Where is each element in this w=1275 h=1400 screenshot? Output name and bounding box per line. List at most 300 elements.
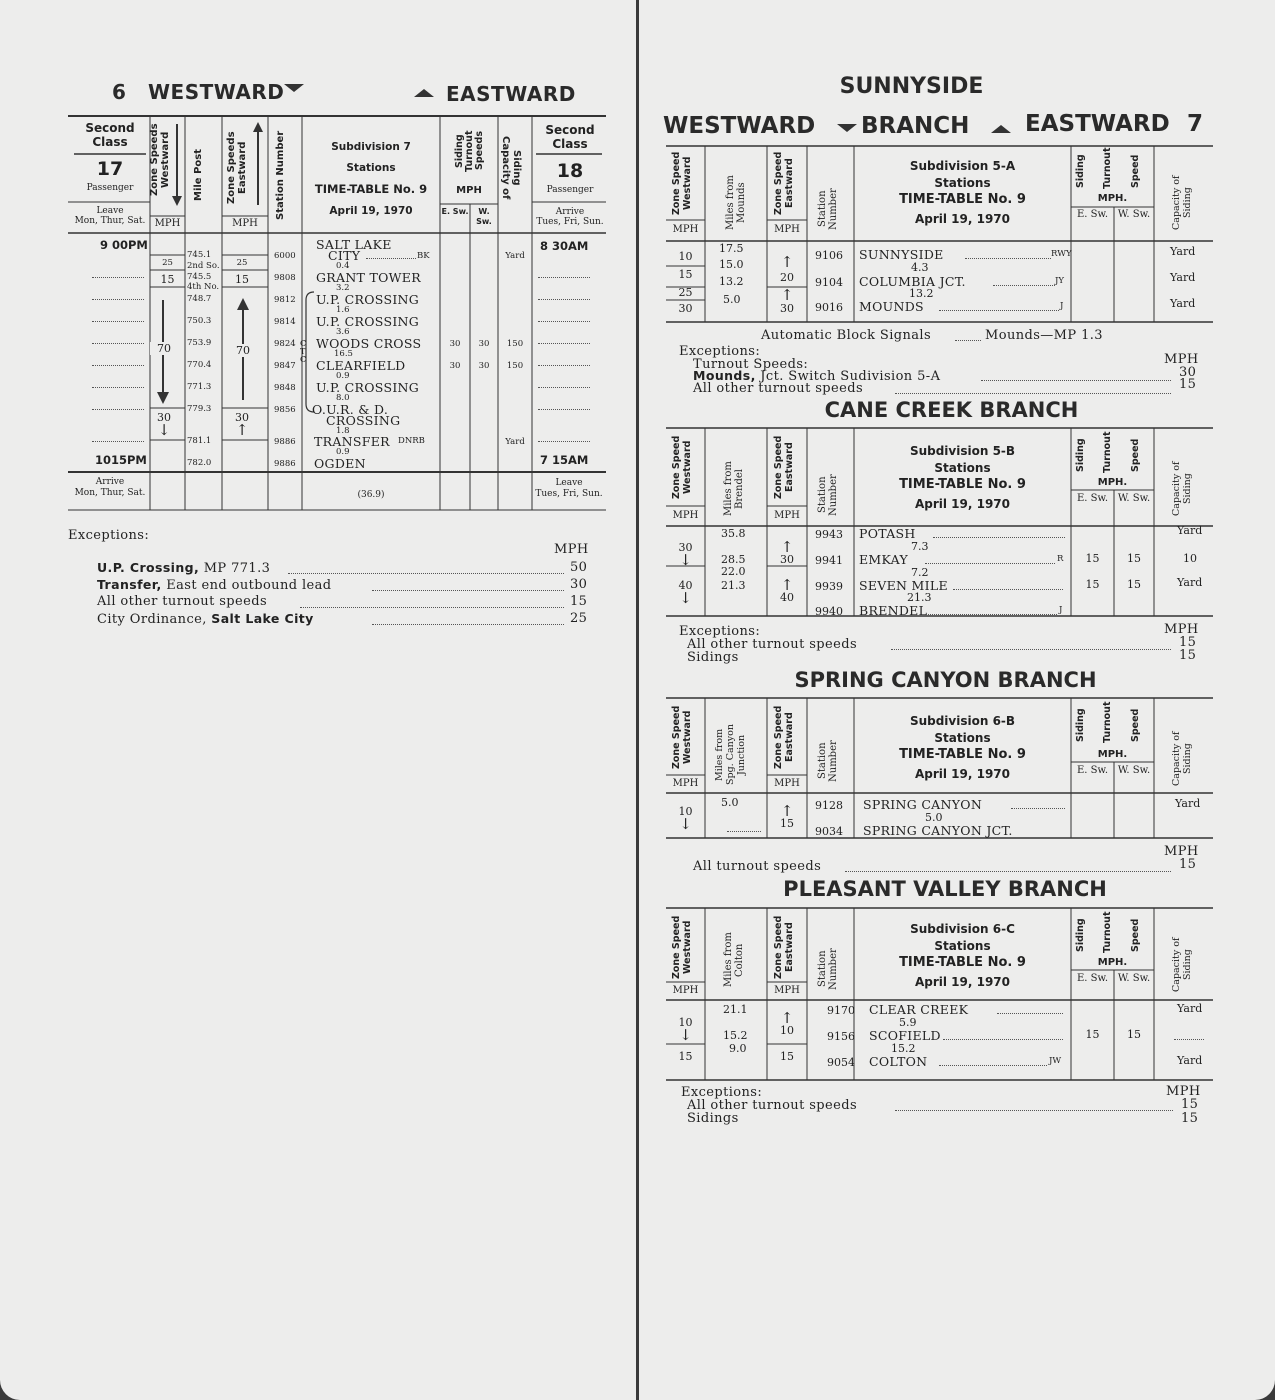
mile-post: 779.3 — [187, 404, 212, 414]
up-arrow-icon: ↑ — [235, 421, 249, 439]
mph-header: MPH — [774, 510, 800, 521]
subdivision-label: Subdivision 6-C — [910, 922, 1015, 936]
down-arrow-icon: ↓ — [157, 421, 171, 439]
train-17-arrive-label: Arrive — [95, 477, 125, 487]
zone-speed-east-2: 15 — [235, 273, 249, 286]
mph-header: MPH. — [1097, 957, 1128, 968]
distance: 0.4 — [336, 261, 350, 271]
leader-dots — [955, 340, 981, 341]
e-sw-header: E. Sw. — [1076, 765, 1109, 776]
leader-dots — [939, 310, 1059, 311]
miles-from-header: Miles from Mounds — [725, 175, 747, 231]
leader-dots — [1174, 1039, 1204, 1040]
timetable-date: April 19, 1970 — [914, 975, 1011, 989]
station-number: 9856 — [274, 405, 296, 415]
e-sw-speed: 15 — [1085, 552, 1100, 565]
sunnyside-title: SUNNYSIDE — [839, 74, 984, 99]
exception-value: 15 — [570, 594, 588, 609]
e-sw-header: E. Sw. — [1076, 209, 1109, 220]
zone-speed-west: 25 — [678, 286, 693, 299]
time-leader — [92, 387, 144, 388]
zone-speed-eastward-header: Zone Speed Eastward — [773, 915, 795, 979]
exceptions-mph: MPH — [1164, 352, 1199, 367]
zone-speed-west: 30 — [678, 541, 693, 554]
distance: 4.3 — [911, 261, 929, 274]
leader-dots — [993, 285, 1055, 286]
zone-speed-west-4: 30 — [157, 411, 171, 424]
speed-header: Speed — [1130, 154, 1141, 188]
station-name: U.P. CROSSING — [316, 292, 420, 307]
zone-speed-east: 20 — [780, 271, 794, 284]
station-number: 9814 — [274, 317, 296, 327]
pleasant-valley-title: PLEASANT VALLEY BRANCH — [783, 877, 1107, 901]
page-number: 7 — [1187, 111, 1204, 137]
e-sw-speed: 15 — [1085, 578, 1100, 591]
mile-post: 748.7 — [187, 294, 212, 304]
station-name: WOODS CROSS — [316, 336, 422, 351]
second-class-east: Second Class — [545, 123, 595, 151]
zone-speed-east-4: 30 — [235, 411, 249, 424]
station-code: R — [1057, 554, 1064, 564]
timetable-label: TIME-TABLE No. 9 — [899, 192, 1026, 207]
siding-capacity: Yard — [1177, 576, 1203, 589]
exception-label: All other turnout speeds — [97, 594, 268, 609]
station-code: RWY — [1051, 249, 1072, 259]
time-leader — [538, 343, 590, 344]
station-number: 9939 — [815, 580, 843, 593]
train-18-arrive-label: Arrive — [555, 207, 585, 217]
e-sw-speed: 15 — [1085, 1028, 1100, 1041]
train-17-leave-label: Leave — [96, 206, 124, 216]
miles-value: 9.0 — [729, 1042, 747, 1055]
miles-value: 21.1 — [723, 1003, 748, 1016]
station-number: 9808 — [274, 273, 296, 283]
zone-speed-westward-header: Zone Speed Westward — [671, 151, 693, 215]
station-number: 6000 — [274, 251, 296, 261]
eastward-heading: EASTWARD — [1025, 111, 1170, 137]
time-leader — [538, 299, 590, 300]
w-sw-speed: 15 — [1127, 1028, 1141, 1041]
siding-capacity: 150 — [506, 339, 524, 349]
distance: 1.8 — [336, 426, 350, 436]
mph-header: MPH — [672, 224, 699, 235]
zone-speed-west: 40 — [678, 579, 693, 592]
exception-value: 15 — [1179, 648, 1197, 663]
mph-header: MPH — [672, 985, 699, 996]
mile-post: 2nd So. — [187, 261, 220, 271]
miles-value: 5.0 — [723, 293, 741, 306]
w-sw-speed: 15 — [1127, 552, 1141, 565]
leader-dots — [981, 380, 1171, 381]
siding-capacity: Yard — [1170, 245, 1196, 258]
mph-header: MPH. — [1097, 477, 1128, 488]
abs-label: Automatic Block Signals — [761, 328, 932, 343]
distance: 16.5 — [334, 349, 353, 359]
down-arrow-icon: ↓ — [679, 589, 692, 607]
station-number: 9054 — [827, 1056, 855, 1069]
zone-speed-west-1: 25 — [162, 258, 173, 268]
mph-header: MPH. — [1097, 193, 1128, 204]
mile-post: 753.9 — [187, 338, 212, 348]
station-number: 9170 — [827, 1004, 855, 1017]
distance: 0.9 — [336, 447, 350, 457]
siding-capacity: Yard — [1177, 1054, 1203, 1067]
speed-header: Speed — [1130, 918, 1141, 952]
exceptions-title: Exceptions: — [679, 624, 761, 639]
train-18-arrive-time: 8 30AM — [540, 239, 589, 253]
spring-canyon-title: SPRING CANYON BRANCH — [794, 668, 1097, 692]
leader-dots — [845, 871, 1171, 872]
w-sw-speed: 15 — [1127, 578, 1141, 591]
siding-header: Siding — [1075, 438, 1086, 472]
stations-label: Stations — [934, 176, 991, 190]
station-name: EMKAY — [859, 552, 909, 567]
station-number: 9034 — [815, 825, 843, 838]
leader-dots — [895, 393, 1171, 394]
zone-speed-eastward-header: Zone Speed Eastward — [773, 435, 795, 499]
time-leader — [92, 365, 144, 366]
total-distance: (36.9) — [357, 490, 385, 500]
miles-value: 13.2 — [719, 275, 744, 288]
exception-value: 30 — [1179, 365, 1197, 380]
train-18-leave-time: 7 15AM — [540, 453, 589, 467]
up-arrow-icon: ↑ — [780, 286, 794, 304]
speed-header: Speed — [1130, 438, 1141, 472]
distance: 5.9 — [899, 1016, 917, 1029]
stations-label: Stations — [934, 731, 991, 745]
station-name: CROSSING — [326, 413, 401, 428]
distance: 8.0 — [336, 393, 350, 403]
exception-label: All turnout speeds — [693, 859, 822, 874]
w-sw-speed: 30 — [478, 339, 490, 349]
station-name: SEVEN MILE — [859, 578, 948, 593]
zone-speed-east: 30 — [780, 302, 794, 315]
station-number: 9104 — [815, 276, 843, 289]
station-code: JW — [1049, 1056, 1062, 1066]
w-sw-header: W. Sw. — [1117, 765, 1151, 776]
capacity-header: Capacity of Siding — [1171, 461, 1193, 517]
leader-dots — [727, 831, 761, 832]
distance: 7.3 — [911, 540, 929, 553]
station-number: 9941 — [815, 554, 843, 567]
time-leader — [538, 409, 590, 410]
train-18-leave-label: Leave — [555, 478, 583, 488]
miles-value: 28.5 — [721, 553, 746, 566]
page-number: 6 — [112, 80, 127, 104]
down-arrow-icon: ↓ — [679, 1026, 692, 1044]
time-leader — [92, 441, 144, 442]
station-name: GRANT TOWER — [316, 270, 421, 285]
station-name: CLEARFIELD — [316, 358, 406, 373]
station-code: J — [1060, 301, 1064, 311]
leader-dots — [997, 1013, 1063, 1014]
stations-label: Stations — [934, 939, 991, 953]
timetable-date: April 19, 1970 — [329, 205, 413, 217]
w-sw-header: W. Sw. — [1117, 493, 1151, 504]
station-name: U.P. CROSSING — [316, 314, 420, 329]
down-arrow-icon: ↓ — [679, 815, 692, 833]
time-leader — [538, 387, 590, 388]
time-leader — [92, 321, 144, 322]
train-17-number: 17 — [96, 158, 124, 180]
turnout-header: Turnout — [1102, 431, 1113, 473]
zone-speed-eastward-header: Zone Speed Eastward — [773, 705, 795, 769]
leader-dots — [288, 573, 564, 574]
zone-speed-east: 10 — [780, 1024, 794, 1037]
station-name: BRENDEL — [859, 603, 928, 618]
time-leader — [92, 277, 144, 278]
station-code: J — [1059, 605, 1063, 615]
time-leader — [538, 365, 590, 366]
turnout-header: Turnout — [1102, 701, 1113, 743]
e-sw-header: E. Sw. — [1076, 493, 1109, 504]
capacity-siding-header: Capacity of Siding — [500, 135, 522, 200]
station-name: U.P. CROSSING — [316, 380, 420, 395]
zone-speed-westward-header: Zone Speed Westward — [671, 705, 693, 769]
mph-west-header: MPH — [154, 218, 181, 229]
mile-post-header: Mile Post — [193, 149, 204, 202]
station-name: COLUMBIA JCT. — [859, 274, 966, 289]
up-arrow-icon: ↑ — [780, 1009, 794, 1027]
time-leader — [92, 299, 144, 300]
exception-label: Mounds, Jct. Switch Sudivision 5-A — [693, 368, 941, 384]
siding-capacity: 10 — [1183, 552, 1197, 565]
miles-value: 17.5 — [719, 242, 744, 255]
miles-from-header: Miles from Brendel — [723, 461, 745, 517]
subdivision-label: Subdivision 6-B — [909, 714, 1016, 728]
westward-heading: WESTWARD — [148, 80, 285, 104]
capacity-header: Capacity of Siding — [1171, 175, 1193, 231]
second-class-west: Second Class — [85, 121, 135, 149]
station-number-header: Station Number — [817, 474, 839, 516]
subdivision-label: Subdivision 7 — [331, 141, 411, 153]
station-name: MOUNDS — [859, 299, 924, 314]
zone-speed-east-1: 25 — [236, 258, 248, 268]
mile-post: 745.5 — [187, 272, 212, 282]
exceptions-mph: MPH — [1164, 844, 1199, 859]
train-18-days: Tues, Fri, Sun. — [536, 217, 604, 227]
leader-dots — [965, 258, 1051, 259]
eastward-heading: EASTWARD — [446, 82, 576, 106]
up-arrow-icon: ↑ — [780, 538, 794, 556]
mile-post: 4th No. — [187, 282, 220, 292]
train-18-number: 18 — [556, 160, 584, 182]
station-name: CITY — [328, 248, 361, 263]
leader-dots — [372, 624, 564, 625]
timetable-label: TIME-TABLE No. 9 — [899, 477, 1026, 492]
leader-dots — [1011, 808, 1065, 809]
mph-header: MPH — [672, 510, 699, 521]
station-number: 9812 — [274, 295, 296, 305]
train-17-days: Mon, Thur, Sat. — [74, 216, 146, 226]
zone-speed-east: 30 — [780, 553, 794, 566]
turnout-header: Turnout — [1102, 147, 1113, 189]
siding-mph-header: MPH — [456, 185, 482, 196]
siding-capacity: Yard — [1177, 1002, 1203, 1015]
station-name: SUNNYSIDE — [859, 247, 944, 262]
zone-speed-west: 15 — [678, 1050, 693, 1063]
miles-from-header: Miles from Spg. Canyon Junction — [714, 724, 747, 786]
leader-dots — [300, 607, 564, 608]
siding-capacity: Yard — [1170, 271, 1196, 284]
siding-header: Siding — [1075, 918, 1086, 952]
station-number-header: Station Number — [817, 948, 839, 990]
exception-label: All other turnout speeds — [687, 1098, 858, 1113]
mile-post: 781.1 — [187, 436, 212, 446]
station-code: BK — [417, 251, 430, 261]
mph-east-header: MPH — [232, 218, 258, 229]
zone-speed-east: 40 — [780, 591, 794, 604]
station-name: O.U.R. & D. — [312, 402, 389, 417]
w-sw-header: W. Sw. — [1117, 973, 1151, 984]
miles-value: 15.2 — [723, 1029, 748, 1042]
exceptions-title: Exceptions: — [681, 1085, 763, 1100]
leader-dots — [925, 563, 1055, 564]
station-number: 9847 — [274, 361, 296, 371]
station-number: 9106 — [815, 249, 843, 262]
station-code: JY — [1055, 276, 1065, 286]
exceptions-mph: MPH — [1164, 622, 1199, 637]
zone-speeds-westward-header: Zone Speeds Westward — [149, 123, 171, 197]
leader-dots — [933, 537, 1065, 538]
siding-capacity: 150 — [506, 361, 524, 371]
distance: 0.9 — [336, 371, 350, 381]
mph-header: MPH — [774, 778, 800, 789]
exception-value: 15 — [1179, 635, 1197, 650]
miles-value: 35.8 — [721, 527, 746, 540]
station-number-header: Station Number — [817, 740, 839, 782]
train-18-leave-days: Tues, Fri, Sun. — [535, 489, 603, 499]
miles-value: 5.0 — [721, 796, 739, 809]
exceptions-mph: MPH — [1166, 1084, 1201, 1099]
station-name: SPRING CANYON — [863, 797, 983, 812]
e-sw-speed: 30 — [449, 361, 461, 371]
time-leader — [538, 321, 590, 322]
timetable-date: April 19, 1970 — [914, 767, 1011, 781]
train-17-arrive-days: Mon, Thur, Sat. — [74, 488, 146, 498]
station-code: DNRB — [398, 436, 425, 446]
distance: 3.2 — [336, 283, 350, 293]
zone-speed-west: 10 — [678, 1016, 693, 1029]
turnout-speeds-label: Turnout Speeds: — [693, 357, 809, 372]
mile-post: 782.0 — [187, 458, 212, 468]
exception-value: 15 — [1179, 857, 1197, 872]
station-number: 9943 — [815, 528, 843, 541]
mile-post: 745.1 — [187, 250, 212, 260]
stations-label: Stations — [934, 461, 991, 475]
miles-value: 22.0 — [721, 565, 746, 578]
exception-label: U.P. Crossing, MP 771.3 — [97, 560, 271, 576]
station-number-header: Station Number — [275, 130, 286, 220]
mph-header: MPH. — [1097, 749, 1128, 760]
station-number: 9824 — [274, 339, 296, 349]
zone-speed-east-3: 70 — [230, 344, 256, 357]
miles-value: 21.3 — [721, 579, 746, 592]
station-name: OGDEN — [314, 456, 366, 471]
zone-speed-west: 30 — [678, 302, 693, 315]
train-18-type: Passenger — [546, 185, 594, 195]
exceptions-title: Exceptions: — [68, 528, 150, 543]
exception-value: 15 — [1181, 1111, 1199, 1126]
timetable-date: April 19, 1970 — [914, 497, 1011, 511]
siding-header: Siding — [1075, 154, 1086, 188]
down-arrow-icon: ↓ — [679, 551, 692, 569]
train-17-arrive-time: 1015PM — [95, 453, 147, 467]
station-number: 9016 — [815, 301, 843, 314]
station-name: TRANSFER — [314, 434, 390, 449]
siding-capacity: Yard — [1170, 297, 1196, 310]
distance: 7.2 — [911, 566, 929, 579]
mph-header: MPH — [774, 985, 800, 996]
exception-label: Sidings — [687, 650, 739, 665]
train-17-type: Passenger — [86, 183, 134, 193]
leader-dots — [895, 1110, 1173, 1111]
exception-label: All other turnout speeds — [693, 381, 864, 396]
station-number: 9940 — [815, 605, 843, 618]
leader-dots — [366, 258, 416, 259]
siding-capacity: Yard — [505, 251, 525, 261]
station-name: SPRING CANYON JCT. — [863, 823, 1013, 838]
up-arrow-icon: ↑ — [780, 253, 794, 271]
exception-value: 25 — [570, 611, 588, 626]
zone-speed-east: 15 — [780, 1050, 794, 1063]
leader-dots — [891, 649, 1171, 650]
leader-dots — [953, 589, 1063, 590]
capacity-header: Capacity of Siding — [1171, 731, 1193, 787]
e-sw-speed: 30 — [449, 339, 461, 349]
exception-label: Transfer, East end outbound lead — [97, 577, 332, 593]
mph-header: MPH — [672, 778, 699, 789]
leader-dots — [372, 590, 564, 591]
leader-dots — [943, 1039, 1063, 1040]
zone-speed-westward-header: Zone Speed Westward — [671, 915, 693, 979]
zone-speed-westward-header: Zone Speed Westward — [671, 435, 693, 499]
station-number: 9848 — [274, 383, 296, 393]
exception-value: 15 — [1181, 1097, 1199, 1112]
ctc-label: CTC — [300, 339, 307, 364]
cane-creek-title: CANE CREEK BRANCH — [824, 398, 1079, 422]
miles-from-header: Miles from Colton — [723, 932, 745, 988]
time-leader — [92, 343, 144, 344]
siding-capacity: Yard — [1177, 524, 1203, 537]
exception-value: 30 — [570, 577, 588, 592]
exception-label: Sidings — [687, 1111, 739, 1126]
miles-value: 15.0 — [719, 258, 744, 271]
station-name: COLTON — [869, 1054, 928, 1069]
siding-header: Siding — [1075, 708, 1086, 742]
siding-capacity: Yard — [1175, 797, 1201, 810]
leader-dots — [925, 614, 1057, 615]
station-name: SALT LAKE — [316, 237, 392, 252]
distance: 15.2 — [891, 1042, 916, 1055]
leader-dots — [939, 1065, 1047, 1066]
time-leader — [92, 409, 144, 410]
station-number-header: Station Number — [817, 188, 839, 230]
stations-label: Stations — [346, 162, 396, 174]
distance: 5.0 — [925, 811, 943, 824]
siding-capacity: Yard — [505, 437, 525, 447]
zone-speed-eastward-header: Zone Speed Eastward — [773, 151, 795, 215]
up-arrow-icon: ↑ — [780, 802, 794, 820]
time-leader — [538, 277, 590, 278]
turnout-header: Turnout — [1102, 911, 1113, 953]
zone-speed-west-3: 70 — [150, 342, 178, 355]
station-number: 9156 — [827, 1030, 855, 1043]
mile-post: 771.3 — [187, 382, 212, 392]
mph-header: MPH — [774, 224, 800, 235]
mile-post: 770.4 — [187, 360, 212, 370]
zone-speed-west: 10 — [678, 250, 693, 263]
